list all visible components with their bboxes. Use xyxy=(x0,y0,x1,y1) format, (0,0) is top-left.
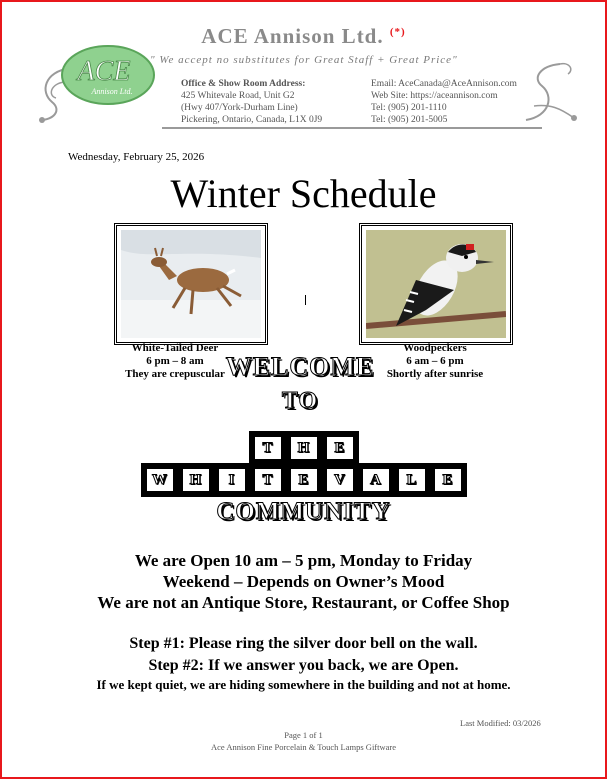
hours-line: We are Open 10 am – 5 pm, Monday to Friday xyxy=(134,551,473,570)
deer-caption-note: They are crepuscular xyxy=(125,368,225,380)
steps-block xyxy=(0,633,607,677)
letter-tile: W xyxy=(145,467,175,493)
deer-caption-name: White-Tailed Deer xyxy=(131,342,219,354)
contact-block xyxy=(371,78,517,126)
welcome-word: WELCOME xyxy=(225,352,375,381)
woodpecker-photo xyxy=(359,223,513,345)
website-link[interactable]: Web Site: https://aceannison.com xyxy=(371,91,498,101)
canada-flag-icon: (*) xyxy=(389,26,406,38)
woodpecker-caption-hours: 6 am – 6 pm xyxy=(406,355,464,367)
address-line: 425 Whitevale Road, Unit G2 xyxy=(181,91,295,101)
the-tile-bar xyxy=(249,431,359,465)
logo-text: ACE xyxy=(77,56,131,87)
swirl-right-ornament xyxy=(520,56,580,126)
woodpecker-caption-note: Shortly after sunrise xyxy=(386,368,484,380)
community-word: COMMUNITY xyxy=(216,498,391,525)
letter-tile: E xyxy=(289,467,319,493)
letter-tile: L xyxy=(397,467,427,493)
welcome-the-tiles xyxy=(0,431,607,465)
letter-tile: V xyxy=(325,467,355,493)
header-divider xyxy=(162,127,542,129)
step-2: Step #2: If we answer you back, we are Open. xyxy=(148,657,459,674)
phone-line: Tel: (905) 201-1110 xyxy=(371,103,447,113)
quiet-note: If we kept quiet, we are hiding somewhere in the building and not at home. xyxy=(96,677,511,692)
logo-subtext: Annison Ltd. xyxy=(91,87,133,96)
footer-company-line: Ace Annison Fine Porcelain & Touch Lamps Giftware xyxy=(210,742,397,752)
letter-tile: T xyxy=(253,435,283,461)
company-slogan: " We accept no substitutes for Great Staff + Great Price" xyxy=(150,54,458,66)
document-date: Wednesday, February 25, 2026 xyxy=(68,151,205,163)
last-modified: Last Modified: 03/2026 xyxy=(460,718,541,728)
welcome-to-word: TO xyxy=(281,388,319,414)
whitevale-tile-bar xyxy=(141,463,467,497)
email-link[interactable]: Email: AceCanada@AceAnnison.com xyxy=(371,79,517,89)
address-line: (Hwy 407/York-Durham Line) xyxy=(181,103,298,113)
page-number: Page 1 of 1 xyxy=(284,730,323,740)
weekend-line: Weekend – Depends on Owner’s Mood xyxy=(162,572,445,591)
deer-image xyxy=(121,230,261,338)
store-type-line: We are not an Antique Store, Restaurant, or Coffee Shop xyxy=(97,593,510,612)
step-1: Step #1: Please ring the silver door bell on the wall. xyxy=(129,635,478,652)
address-line: Pickering, Ontario, Canada, L1X 0J9 xyxy=(181,115,323,125)
woodpecker-image xyxy=(366,230,506,338)
deer-caption-hours: 6 pm – 8 am xyxy=(146,355,204,367)
letter-tile: H xyxy=(289,435,319,461)
letter-tile: E xyxy=(433,467,463,493)
deer-photo xyxy=(114,223,268,345)
page-title: Winter Schedule xyxy=(170,171,437,216)
company-name: ACE Annison Ltd. (*) xyxy=(201,24,406,48)
phone-line: Tel: (905) 201-5005 xyxy=(371,115,448,125)
woodpecker-caption-name: Woodpeckers xyxy=(403,342,467,354)
welcome-whitevale-tiles xyxy=(0,463,607,497)
text-cursor xyxy=(305,295,306,305)
address-block xyxy=(181,78,322,126)
letter-tile: A xyxy=(361,467,391,493)
letter-tile: T xyxy=(253,467,283,493)
hours-block xyxy=(0,550,607,613)
address-heading: Office & Show Room Address: xyxy=(181,79,306,89)
letter-tile: E xyxy=(325,435,355,461)
letter-tile: I xyxy=(217,467,247,493)
ace-logo xyxy=(60,44,156,106)
letter-tile: H xyxy=(181,467,211,493)
